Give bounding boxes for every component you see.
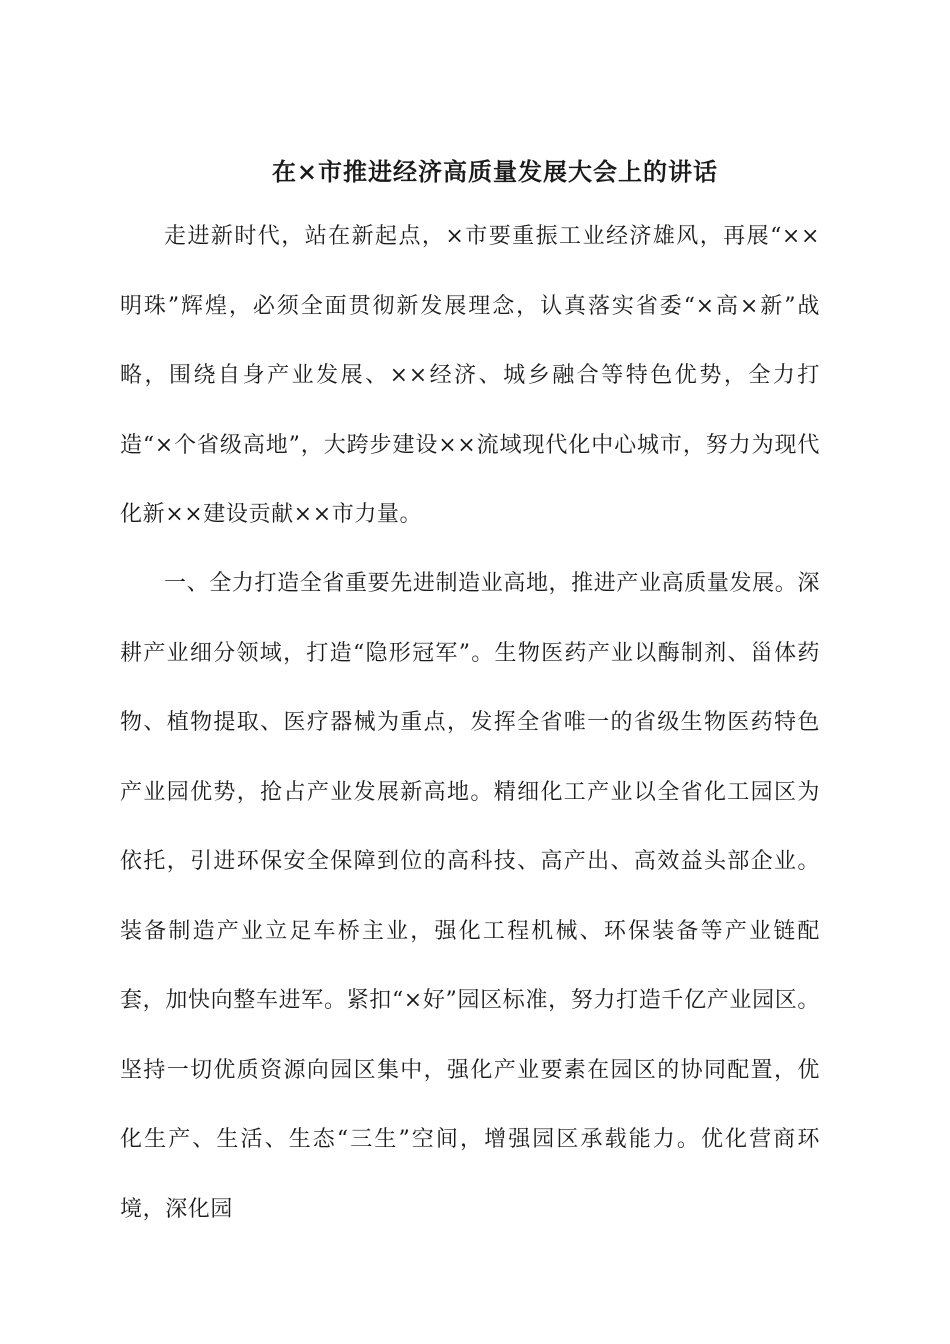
document-title: 在×市推进经济高质量发展大会上的讲话 [271,157,719,186]
body-paragraph-2: 一、全力打造全省重要先进制造业高地，推进产业高质量发展。深耕产业细分领域，打造“隐形冠军”。生物医药产业以酶制剂、甾体药物、植物提取、医疗器械为重点，发挥全省唯一的省级生物医药特色产业园优势，抢占产业发展新高地。精细化工产业以全省化工园区为依托，引进环保安全保障到位的高科技、高产出、高效益头部企业。装备制造产业立足车桥主业，强化工程机械、环保装备等产业链配套，加快向整车进军。紧扣“×好”园区标准，努力打造千亿产业园区。坚持一切优质资源向园区集中，强化产业要素在园区的协同配置，优化生产、生活、生态“三生”空间，增强园区承载能力。优化营商环境，深化园 [120,571,820,1222]
body-paragraph-1: 走进新时代，站在新起点，×市要重振工业经济雄风，再展“××明珠”辉煌，必须全面贯彻新发展理念，认真落实省委“×高×新”战略，围绕自身产业发展、××经济、城乡融合等特色优势，全力打造“×个省级高地”，大跨步建设××流域现代化中心城市，努力为现代化新××建设贡献××市力量。 [120,224,820,527]
